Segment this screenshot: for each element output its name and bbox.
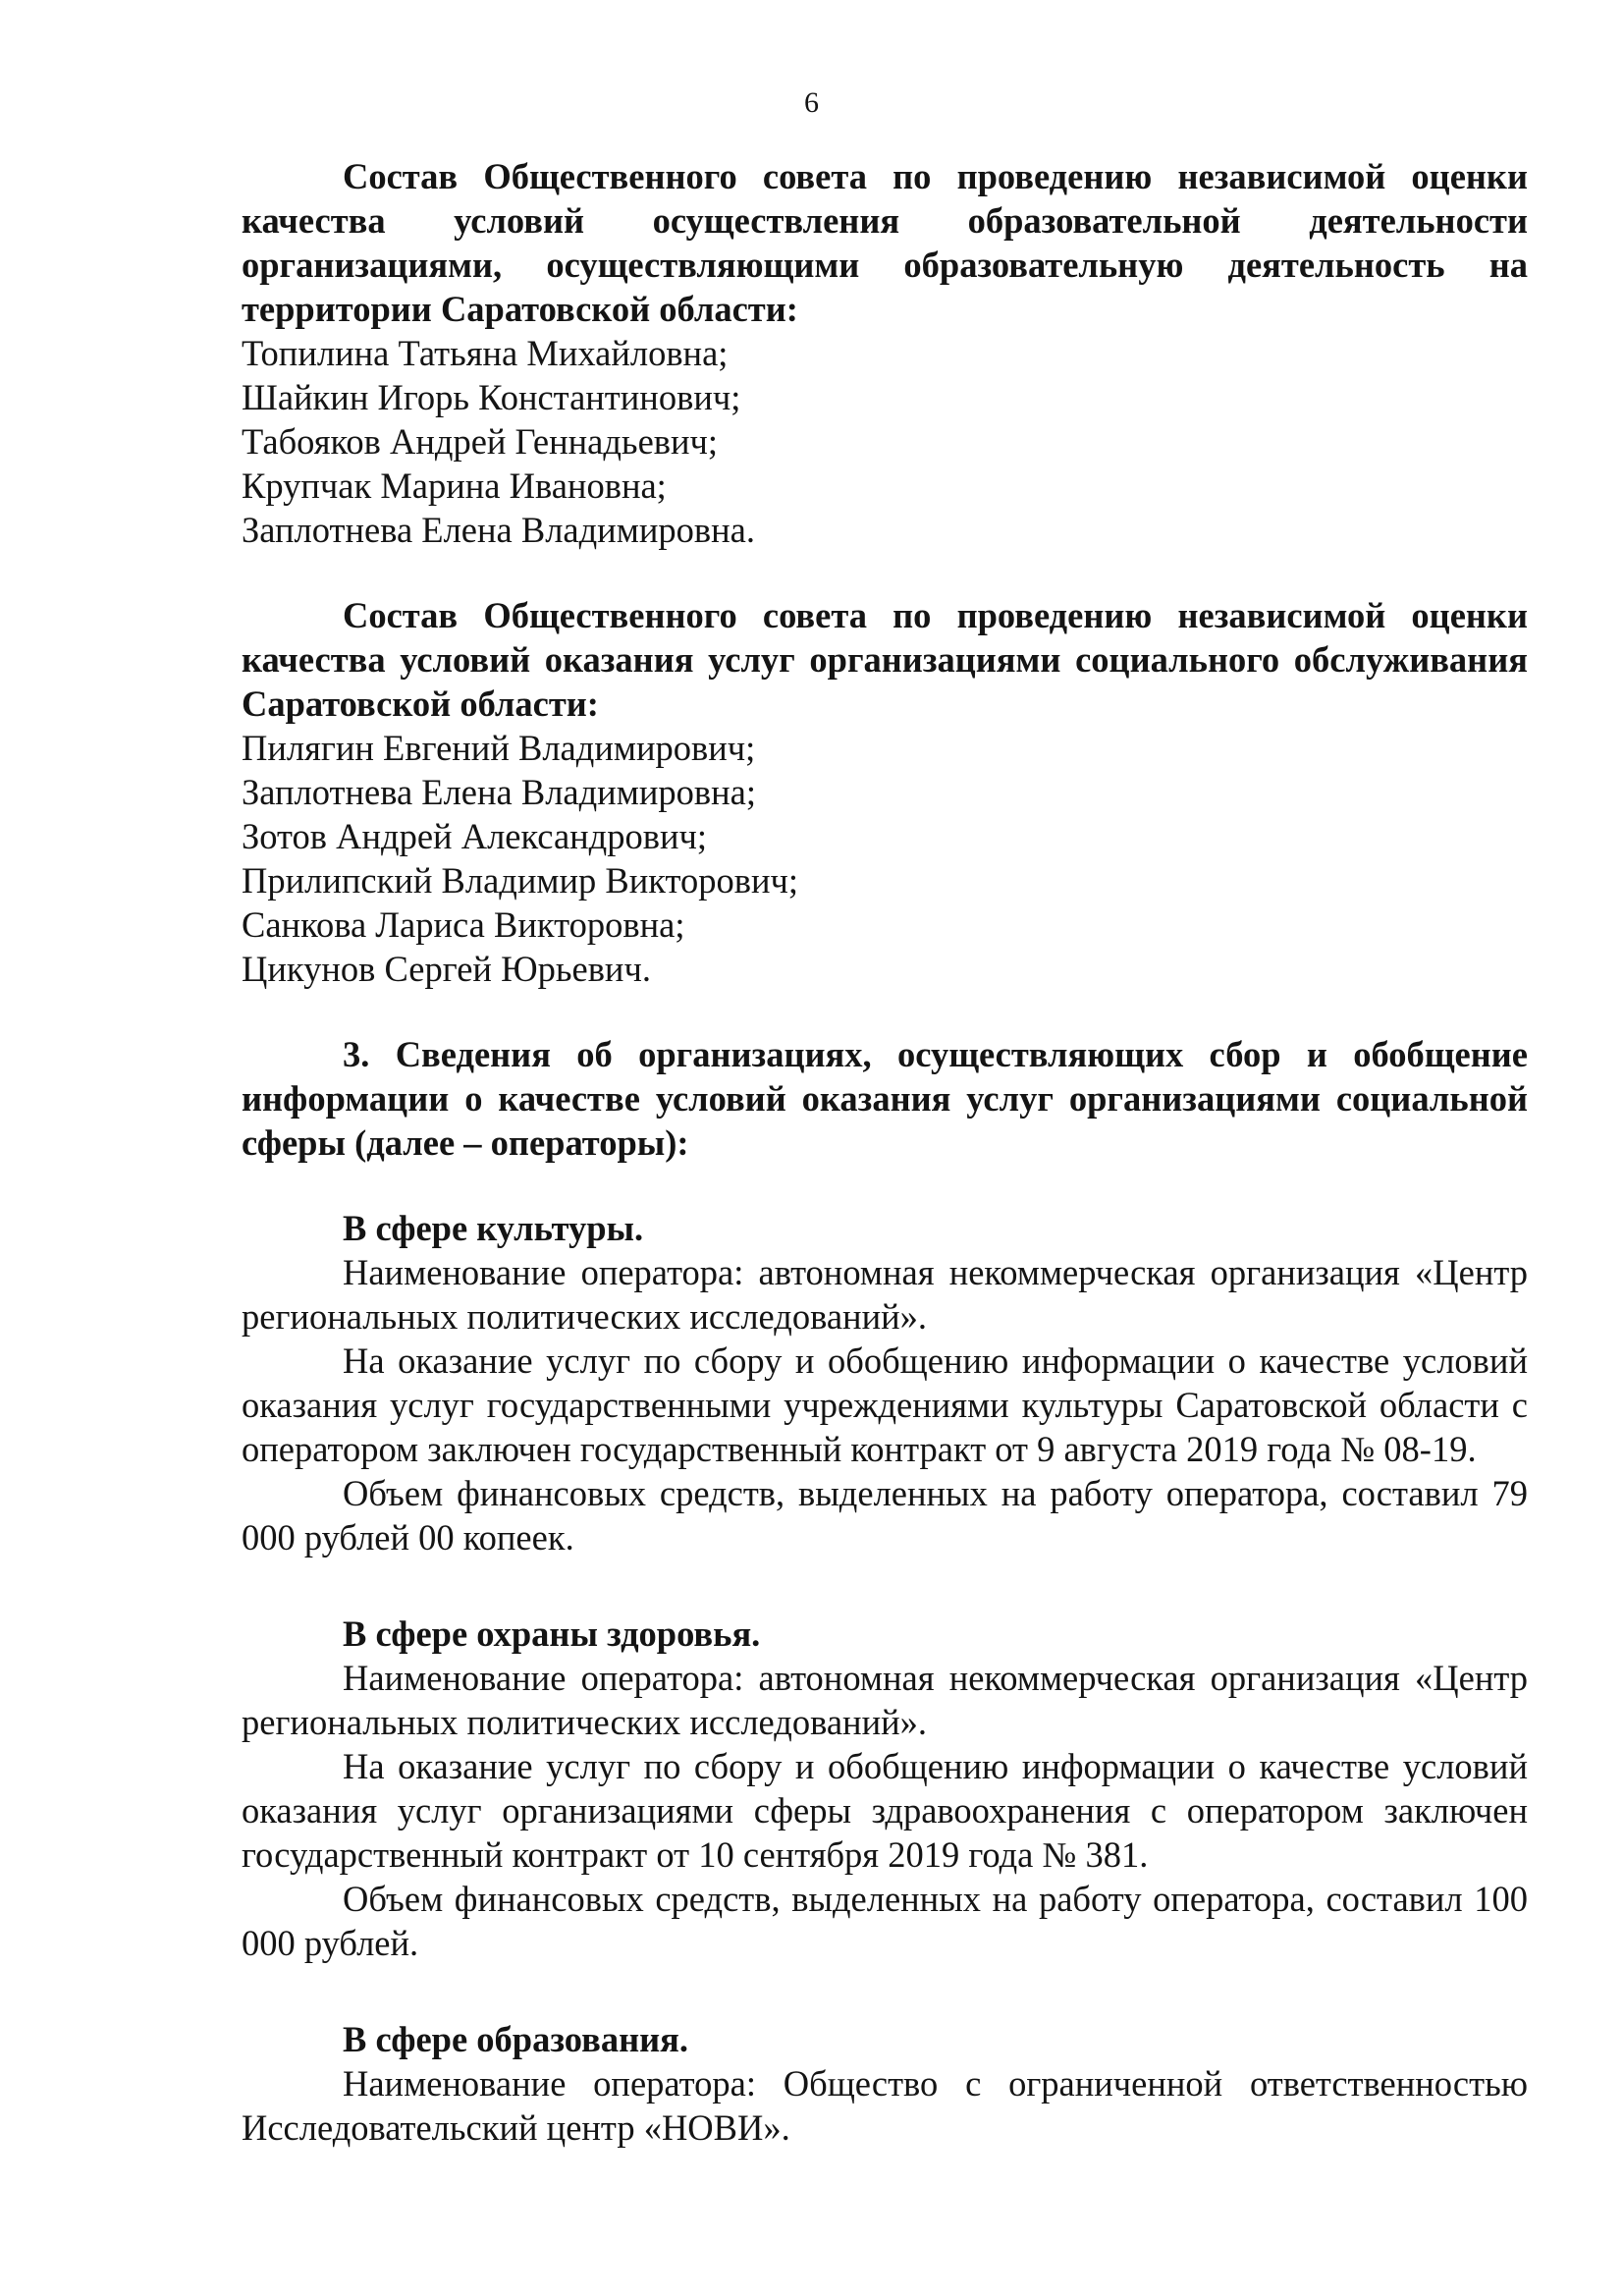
health-operator: Наименование оператора: автономная некоммерческая организация «Центр региональных политических исследований». bbox=[242, 1658, 1528, 1742]
culture-contract: На оказание услуг по сбору и обобщению информации о качестве условий оказания услуг государственными учреждениями культуры Саратовской области с оператором заключен государственный контракт от 9 августа 2019 года № 08-19. bbox=[242, 1340, 1528, 1469]
council-education-members bbox=[242, 331, 1528, 552]
page-number: 6 bbox=[804, 86, 819, 119]
council-education-heading: Состав Общественного совета по проведению независимой оценки качества условий осуществления образовательной деятельности организациями, осуществляющими образовательную деятельность на территории Саратовской области: bbox=[242, 156, 1528, 329]
member-name: Цикунов Сергей Юрьевич. bbox=[242, 949, 651, 989]
health-funds: Объем финансовых средств, выделенных на работу оператора, составил 100 000 рублей. bbox=[242, 1879, 1528, 1963]
member-name: Зотов Андрей Александрович; bbox=[242, 816, 708, 856]
section-3-heading: 3. Сведения об организациях, осуществляющих сбор и обобщение информации о качестве условий оказания услуг организациями социальной сферы (далее – операторы): bbox=[242, 1034, 1528, 1163]
member-name: Крупчак Марина Ивановна; bbox=[242, 465, 667, 506]
health-title: В сфере охраны здоровья. bbox=[343, 1613, 761, 1654]
member-name: Прилипский Владимир Викторович; bbox=[242, 860, 799, 901]
education-operator: Наименование оператора: Общество с ограниченной ответственностью Исследовательский центр «НОВИ». bbox=[242, 2063, 1528, 2148]
council-social-members bbox=[242, 726, 1528, 991]
council-social-heading: Состав Общественного совета по проведению независимой оценки качества условий оказания услуг организациями социального обслуживания Саратовской области: bbox=[242, 595, 1528, 724]
member-name: Пилягин Евгений Владимирович; bbox=[242, 728, 756, 768]
member-name: Заплотнева Елена Владимировна. bbox=[242, 510, 755, 550]
document-body bbox=[242, 154, 1528, 2150]
culture-operator: Наименование оператора: автономная некоммерческая организация «Центр региональных политических исследований». bbox=[242, 1252, 1528, 1337]
member-name: Табояков Андрей Геннадьевич; bbox=[242, 421, 719, 462]
culture-title: В сфере культуры. bbox=[343, 1208, 644, 1248]
member-name: Шайкин Игорь Константинович; bbox=[242, 377, 741, 417]
member-name: Топилина Татьяна Михайловна; bbox=[242, 333, 729, 373]
member-name: Заплотнева Елена Владимировна; bbox=[242, 772, 756, 812]
culture-funds: Объем финансовых средств, выделенных на работу оператора, составил 79 000 рублей 00 копеек. bbox=[242, 1473, 1528, 1558]
education-title: В сфере образования. bbox=[343, 2019, 689, 2059]
health-contract: На оказание услуг по сбору и обобщению информации о качестве условий оказания услуг организациями сферы здравоохранения с оператором заключен государственный контракт от 10 сентября 2019 года № 381. bbox=[242, 1746, 1528, 1875]
member-name: Санкова Лариса Викторовна; bbox=[242, 904, 685, 945]
